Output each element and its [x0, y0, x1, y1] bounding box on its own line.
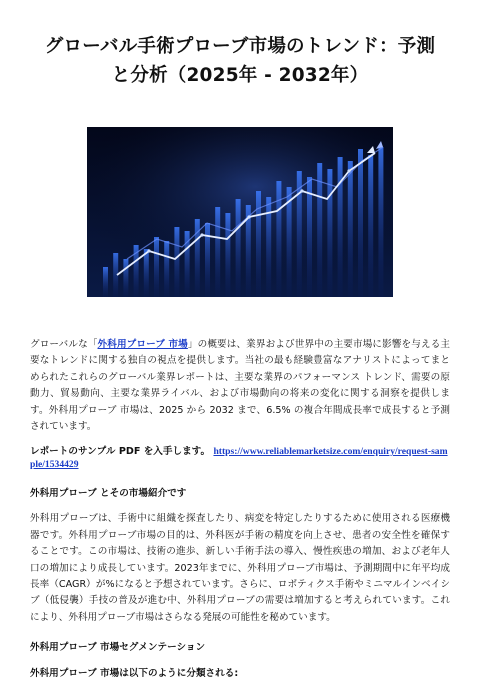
- hero-bar: [225, 213, 230, 297]
- segmentation-heading: 外科用プローブ 市場セグメンテーション: [30, 642, 206, 654]
- hero-bar: [164, 241, 169, 297]
- classification-heading: 外科用プローブ 市場は以下のように分類される:: [30, 668, 239, 679]
- market-intro-heading: 外科用プローブ とその市場紹介です: [30, 488, 187, 500]
- hero-chart-image: [87, 127, 393, 297]
- hero-bar: [205, 223, 210, 297]
- hero-bar: [368, 155, 373, 297]
- hero-bar: [348, 161, 353, 297]
- sample-pdf-label: レポートのサンプル PDF を入手します。: [30, 446, 211, 458]
- title-line-2: と分析（2025年 - 2032年）: [111, 65, 369, 86]
- sample-pdf-link[interactable]: https://www.reliablemarketsize.com/enquiry/request-sample/1534429: [30, 446, 448, 471]
- hero-bar: [378, 147, 383, 297]
- hero-bar: [236, 199, 241, 297]
- sample-pdf-line: [30, 445, 450, 471]
- hero-bar: [144, 249, 149, 297]
- hero-bar: [103, 267, 108, 297]
- hero-bar: [256, 191, 261, 297]
- title-line-1: グローバル手術プローブ市場のトレンド：予測: [44, 36, 436, 57]
- hero-bar: [154, 237, 159, 297]
- market-intro-paragraph: 外科用プローブは、手術中に組織を探査したり、病変を特定したりするために使用される医療機器です。外科用プローブ市場の目的は、外科医が手術の精度を向上させ、患者の安全性を確保することです。この市場は、技術の進歩、新しい手術手法の導入、慢性疾患の増加、および老年人口の増加により成長しています。2023年までに、外科用プローブ市場は、予測期間中に年平均成長率（CAGR）が%になると予想されています。さらに、ロボティクス手術やミニマルインベイシブ（低侵襲）手技の普及が進む中、外科用プローブの需要は増加すると考えられています。これにより、外科用プローブ市場はさらなる発展の可能性を秘めています。: [30, 513, 450, 623]
- hero-bar: [307, 177, 312, 297]
- surgical-probe-market-link[interactable]: 外科用プローブ 市場: [97, 339, 188, 350]
- page-title: [30, 0, 450, 90]
- hero-bar: [317, 163, 322, 297]
- hero-bar: [123, 259, 128, 297]
- hero-bar: [327, 169, 332, 297]
- hero-bar: [215, 207, 220, 297]
- hero-bar: [276, 181, 281, 297]
- hero-bar: [358, 149, 363, 297]
- hero-bar: [338, 157, 343, 297]
- hero-bar: [174, 227, 179, 297]
- intro-paragraph: グローバルな「外科用プローブ 市場」の概要は、業界および世界中の主要市場に影響を与える主要なトレンドに関する独自の視点を提供します。当社の最も経験豊富なアナリストによってまとめられたこれらのグローバル業界レポートは、主要な業界のパフォーマンス トレンド、需要の原動力、貿易動向、主要な業界ライバル、および市場動向の将来の変化に関する洞察を提供します。外科用プローブ 市場は、2025 から 2032 まで、6.5% の複合年間成長率で成長すると予測されています。: [30, 339, 450, 433]
